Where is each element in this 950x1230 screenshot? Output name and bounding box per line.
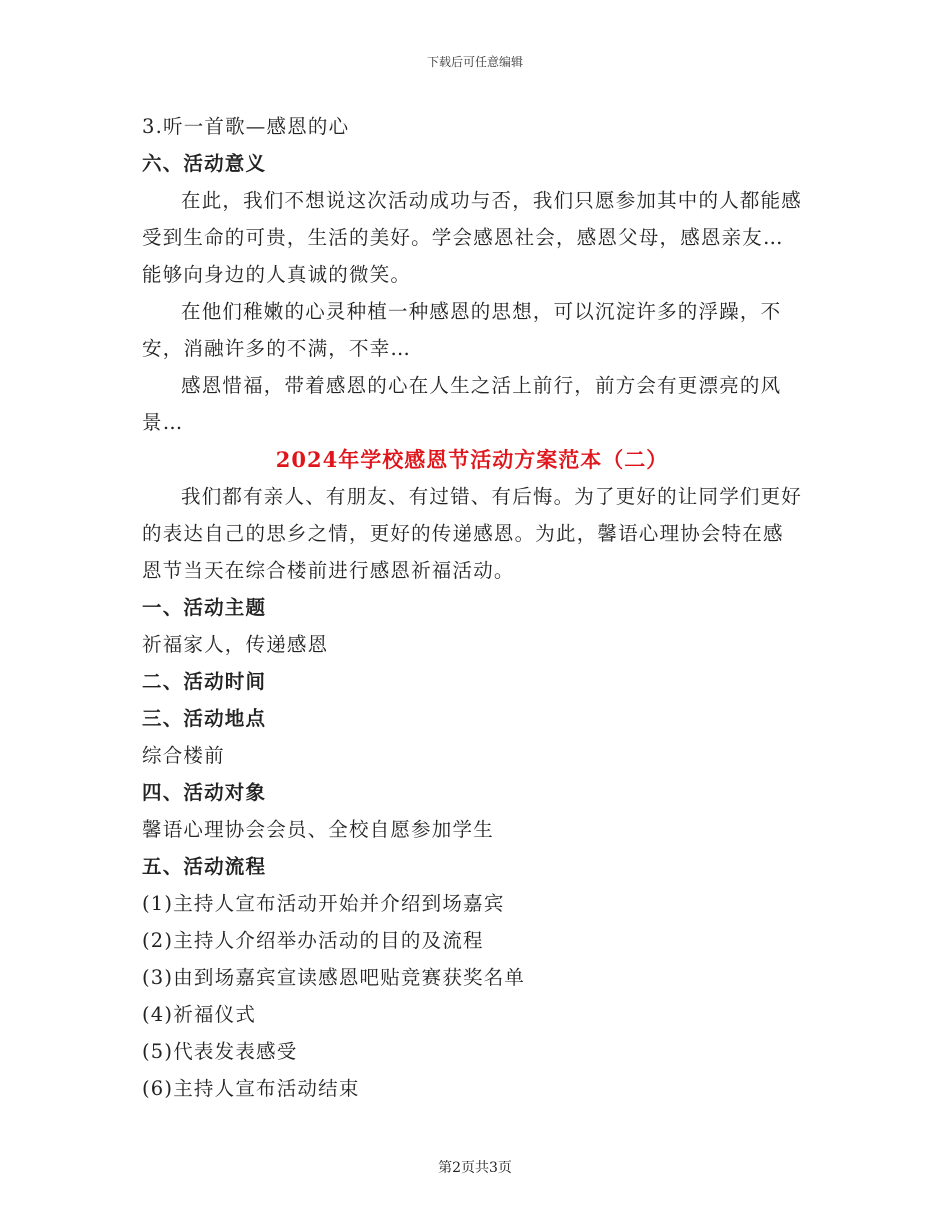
list-item: (5)代表发表感受 [142, 1040, 298, 1063]
page-number: 第2页共3页 [438, 1160, 512, 1176]
page-header-note: 下载后可任意编辑 [426, 55, 523, 69]
paragraph: 在此，我们不想说这次活动成功与否，我们只愿参加其中的人都能感受到生命的可贵，生活的美好。学会感恩社会，感恩父母，感恩亲友…能够向身边的人真诚的微笑。 [142, 189, 803, 286]
document-title: 2024年学校感恩节活动方案范本（二） [275, 447, 669, 472]
section-text: 馨语心理协会会员、全校自愿参加学生 [142, 818, 494, 841]
list-item: 3.听一首歌—感恩的心 [142, 115, 350, 138]
list-item: (4)祈福仪式 [142, 1003, 257, 1026]
section-heading: 四、活动对象 [142, 781, 267, 804]
list-item: (3)由到场嘉宾宣读感恩吧贴竞赛获奖名单 [142, 966, 526, 989]
paragraph: 感恩惜福，带着感恩的心在人生之活上前行，前方会有更漂亮的风景… [142, 374, 782, 434]
paragraph: 我们都有亲人、有朋友、有过错、有后悔。为了更好的让同学们更好的表达自己的思乡之情，更好的传递感恩。为此，馨语心理协会特在感恩节当天在综合楼前进行感恩祈福活动。 [142, 485, 803, 582]
list-item: (1)主持人宣布活动开始并介绍到场嘉宾 [142, 892, 505, 915]
section-heading: 五、活动流程 [142, 855, 267, 878]
section-heading: 六、活动意义 [142, 152, 267, 175]
list-item: (6)主持人宣布活动结束 [142, 1077, 360, 1100]
section-heading: 二、活动时间 [142, 670, 267, 693]
document-body [142, 108, 802, 1107]
section-text: 综合楼前 [142, 744, 225, 767]
section-heading: 三、活动地点 [142, 707, 267, 730]
section-text: 祈福家人，传递感恩 [142, 633, 329, 656]
section-heading: 一、活动主题 [142, 596, 267, 619]
paragraph: 在他们稚嫩的心灵种植一种感恩的思想，可以沉淀许多的浮躁，不安，消融许多的不满，不幸… [142, 300, 782, 360]
list-item: (2)主持人介绍举办活动的目的及流程 [142, 929, 484, 952]
